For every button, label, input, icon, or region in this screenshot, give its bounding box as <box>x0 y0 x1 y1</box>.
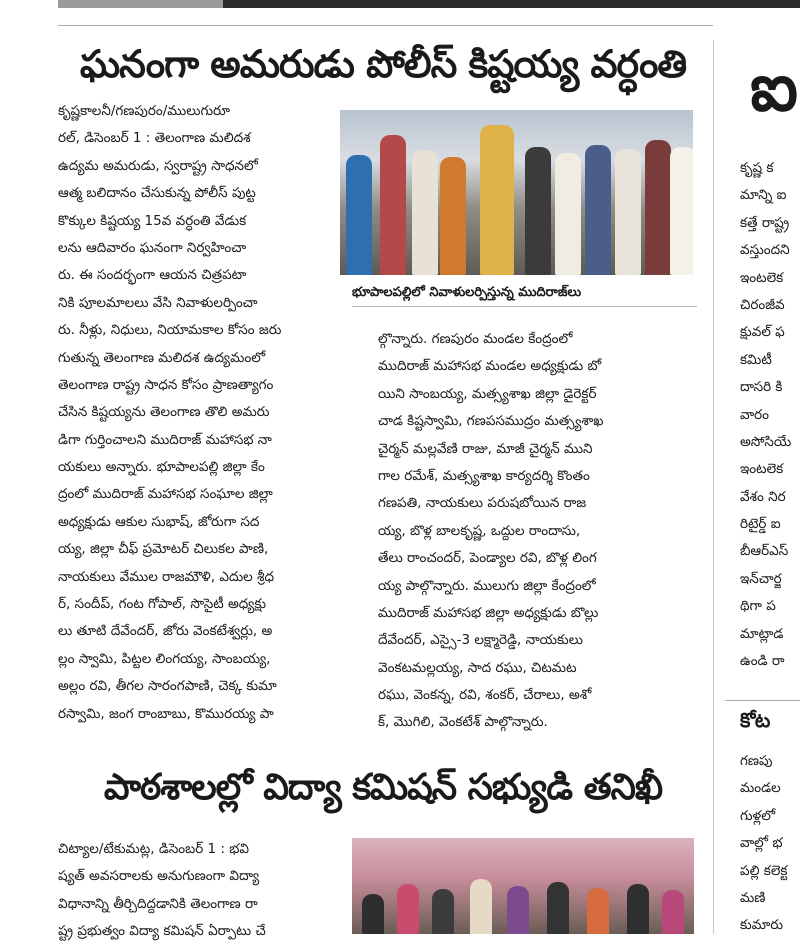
text-line: గాల రమేశ్, మత్స్యశాఖ కార్యదర్శి కొంతం <box>378 467 590 484</box>
text-line: మాన్ని ఐ <box>740 187 787 204</box>
text-line: రస్వామి, జంగ రాంబాబు, కొమురయ్య పా <box>58 705 274 722</box>
text-line: య్య, జిల్లా చీఫ్ ప్రమోటర్ చిలుకల పాణి, <box>58 541 269 558</box>
text-line: కత్తే రాష్ట్ర <box>740 214 790 231</box>
text-line: బీఆర్ఎస్ <box>740 543 789 560</box>
text-line: మండల <box>740 780 781 797</box>
text-line: దాసరి కి <box>740 379 783 396</box>
text-line: మాట్లాడ <box>740 625 784 642</box>
article-2-headline: పాఠశాలల్లో విద్యా కమిషన్ సభ్యుడి తనిఖీ <box>103 767 663 808</box>
text-line: చిరంజీవ <box>740 296 785 313</box>
photo-figure <box>547 882 569 934</box>
text-line: థిగా ప <box>740 598 776 615</box>
text-line: ద్రంలో ముదిరాజ్ మహాసభ సంఘాల జిల్లా <box>58 486 273 503</box>
text-line: రు. ఈ సందర్భంగా ఆయన చిత్రపటా <box>58 267 247 284</box>
text-line: ర్, సందీప్, గంట గోపాల్, సొసైటీ అధ్యక్షు <box>58 596 267 613</box>
text-line: వేశం నిర <box>740 488 786 505</box>
column-divider <box>713 40 714 934</box>
text-line: తెలంగాణ రాష్ట్ర సాధన కోసం ప్రాణత్యాగం <box>58 376 274 393</box>
text-line: తేలు రాంచందర్, పెండ్యాల రవి, బొళ్ల లింగ <box>378 550 597 567</box>
text-line: ఇంటలెక <box>740 269 784 286</box>
photo-figure <box>585 145 611 275</box>
top-color-bar <box>58 0 800 8</box>
photo-figure <box>432 889 454 934</box>
text-line: రఘు, వెంకన్న, రవి, శంకర్, చేరాలు, అశో <box>378 687 592 704</box>
text-line: ఉండి రా <box>740 653 785 670</box>
text-line: రు. నీళ్లు, నిధులు, నియామకాల కోసం జరు <box>58 322 282 339</box>
text-line: ఆత్మ బలిదానం చేసుకున్న పోలీస్ పుట్ట <box>58 185 256 202</box>
text-line: యకులు అన్నారు. భూపాలపల్లి జిల్లా కేం <box>58 459 265 476</box>
text-line: ష్ట్ర ప్రభుత్వం విద్యా కమిషన్ ఏర్పాటు చే <box>58 923 266 940</box>
text-line: అల్లం రవి, తీగల సారంగపాణి, చెక్క కుమా <box>58 678 277 695</box>
text-line: ల్లం స్వామి, పిట్టల లింగయ్య, సాంబయ్య, <box>58 650 271 667</box>
text-line: చాడ కిష్టస్వామి, గణపసముద్రం మత్స్యశాఖ <box>378 413 604 430</box>
photo-figure <box>525 147 551 275</box>
article-1-column-2 <box>378 326 708 737</box>
text-line: గణపు <box>740 753 773 769</box>
text-line: క్షువల్ ఫ <box>740 324 785 341</box>
article-1-headline: ఘనంగా అమరుడు పోలీస్ కిష్టయ్య వర్ధంతి <box>79 42 687 86</box>
photo-figure <box>412 150 438 275</box>
article-1-photo <box>340 110 693 275</box>
text-line: మణి <box>740 889 766 906</box>
text-line: చైర్మన్ మల్లవేణి రాజు, మాజీ చైర్మన్ ముని <box>378 440 593 457</box>
side-article-headline: ఐ <box>750 49 798 126</box>
text-line: నాయకులు వేముల రాజమౌళి, ఎదుల శ్రీధ <box>58 568 274 585</box>
photo-figure <box>346 155 372 275</box>
text-line: కుమారు <box>740 917 784 934</box>
top-color-bar-accent <box>58 0 223 8</box>
text-line: ష్యత్ అవసరాలకు అనుగుణంగా విద్యా <box>58 868 260 885</box>
photo-figure <box>645 140 671 275</box>
photo-figure <box>670 147 693 275</box>
text-line: ముదిరాజ్ మహాసభ జిల్లా అధ్యక్షుడు బొల్లు <box>378 604 599 621</box>
text-line: వారం <box>740 406 769 423</box>
text-line: ఉద్యమ అమరుడు, స్వరాష్ట్ర సాధనలో <box>58 157 258 174</box>
text-line: కమిటీ <box>740 351 772 368</box>
text-line: యిని సాంబయ్య, మత్స్యశాఖ జిల్లా డైరెక్టర్ <box>378 385 597 402</box>
text-line: గణపతి, నాయకులు పరుషబోయిన రాజ <box>378 495 587 512</box>
side-subsection-column <box>740 748 800 940</box>
text-line: రల్, డిసెంబర్ 1 : తెలంగాణ మలిదశ <box>58 130 251 147</box>
photo-figure <box>615 149 641 275</box>
photo-figure <box>362 894 384 934</box>
text-line: కొక్కుల కిష్టయ్య 15వ వర్ధంతి వేడుక <box>58 212 247 229</box>
photo-figure <box>587 888 609 934</box>
article-2-column-1 <box>58 836 348 946</box>
photo-figure <box>480 125 514 275</box>
text-line: రిటైర్డ్ ఐ <box>740 516 781 533</box>
text-line: క్, మొగిలి, వెంకటేశ్ పాల్గొన్నారు. <box>378 714 548 731</box>
photo-figure <box>662 890 684 934</box>
side-article-column <box>740 155 800 675</box>
photo-caption: భూపాలపల్లిలో నివాళులర్పిస్తున్న ముదిరాజ్‌లు <box>352 280 697 307</box>
text-line: వాల్లో భ <box>740 835 783 852</box>
text-line: నికి పూలమాలలు వేసి నివాళులర్పించా <box>58 294 258 311</box>
photo-figure <box>507 886 529 934</box>
text-line: కృష్ణకాలనీ/గణపురం/ములుగురూ <box>58 103 231 119</box>
text-line: వెంకటమల్లయ్య, సాద రఘు, చిటమట <box>378 659 577 676</box>
photo-figure <box>440 157 466 275</box>
photo-figure <box>470 879 492 934</box>
text-line: కృష్ణ క <box>740 160 774 176</box>
photo-figure <box>380 135 406 275</box>
text-line: గుతున్న తెలంగాణ మలిదశ ఉద్యమంలో <box>58 349 266 366</box>
text-line: ముదిరాజ్ మహాసభ మండల అధ్యక్షుడు బో <box>378 358 602 375</box>
text-line: చిట్యాల/టేకుమట్ల, డిసెంబర్ 1 : భవి <box>58 841 250 857</box>
text-line: ఇన్‌చార్జ <box>740 570 782 587</box>
text-line: దేవేందర్, ఎస్సై-3 లక్ష్మారెడ్డి, నాయకులు <box>378 632 583 649</box>
text-line: య్య పాల్గొన్నారు. ములుగు జిల్లా కేంద్రంలో <box>378 577 596 594</box>
text-line: విధానాన్ని తీర్చిదిద్దడానికి తెలంగాణ రా <box>58 895 258 912</box>
text-line: చేసిన కిష్టయ్యను తెలంగాణ తొలి అమరు <box>58 404 270 421</box>
photo-figure <box>555 153 581 275</box>
top-rule <box>58 25 713 26</box>
text-line: ల్గొన్నారు. గణపురం మండల కేంద్రంలో <box>378 331 573 347</box>
text-line: య్య, బొళ్ల బాలకృష్ణ, ఒద్దుల రాందాసు, <box>378 522 581 539</box>
photo-figure <box>397 884 419 934</box>
article-1-column-1 <box>58 98 366 728</box>
text-line: డిగా గుర్తించాలని ముదిరాజ్ మహాసభ నా <box>58 431 272 448</box>
side-subsection-headline: కోట <box>740 708 771 732</box>
text-line: ఇంటలెక <box>740 461 784 478</box>
article-2-photo <box>352 838 694 934</box>
photo-figure <box>627 884 649 934</box>
text-line: అధ్యక్షుడు ఆకుల సుభాష్, జోరుగా సద <box>58 513 260 530</box>
text-line: లను ఆదివారం ఘనంగా నిర్వహించా <box>58 239 247 256</box>
text-line: లు తూటి దేవేందర్, జోరు వెంకటేశ్వర్లు, అ <box>58 623 273 640</box>
text-line: వస్తుందని <box>740 242 790 259</box>
text-line: పల్లి కలెక్ట <box>740 862 788 879</box>
text-line: అసోసియే <box>740 433 792 450</box>
text-line: గుళ్లలో <box>740 807 776 824</box>
